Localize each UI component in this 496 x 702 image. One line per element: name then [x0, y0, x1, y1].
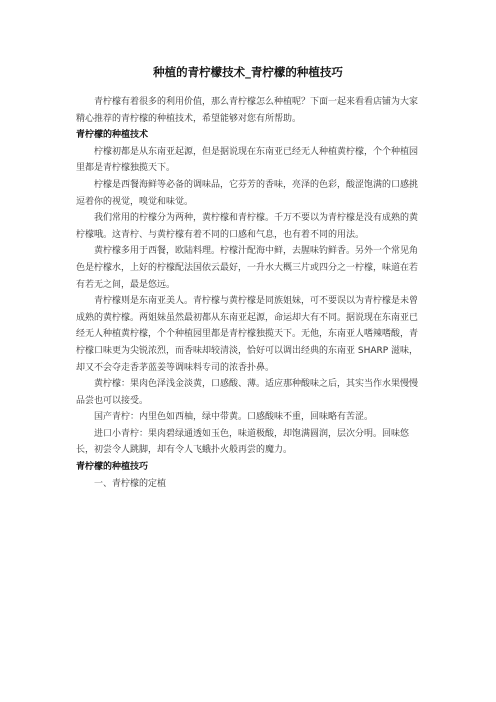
- paragraph-green-lemon-sea: 青柠檬则是东南亚美人。青柠檬与黄柠檬是同族姐妹，可不要误以为青柠檬是未曾成熟的黄柠檬。两姐妹虽然最初都从东南亚起源，命运却大有不同。据说现在东南亚已经无人种植黄柠檬，个个种植园里都是青柠檬独揽天下。无他，东南亚人嗜辣嗜酸，青柠檬口味更为尖锐浓烈，而香味却较清淡，恰好可以调出经典的东南亚 SHARP 滋味，却又不会夺走香茅蓝姜等调味料专司的浓香扑鼻。: [76, 296, 419, 373]
- paragraph-domestic-lime: 国产青柠：内里色如西柚，绿中带黄。口感酸味不重，回味略有苦涩。: [94, 412, 374, 423]
- paragraph-origin: 柠檬初都是从东南亚起源，但是据说现在东南亚已经无人种植黄柠檬，个个种植园里都是青柠檬独揽天下。: [76, 146, 419, 174]
- section-heading-planting-technique: 青柠檬的种植技术: [76, 130, 149, 141]
- document-title: 种植的青柠檬技术_青柠檬的种植技巧: [153, 65, 343, 79]
- paragraph-imported-lime: 进口小青柠：果肉碧绿通透如玉色，味道极酸，却饱满圆润，层次分明。回味悠长，初尝令人跳脚，却有令人飞蛾扑火般再尝的魔力。: [76, 428, 410, 456]
- list-item-planting: 一、青柠檬的定植: [94, 478, 167, 489]
- paragraph-two-kinds: 我们常用的柠檬分为两种，黄柠檬和青柠檬。千万不要以为青柠檬是没有成熟的黄柠檬哦。这青柠、与黄柠檬有着不同的口感和气息，也有着不同的用法。: [76, 213, 419, 240]
- paragraph-yellow-lemon-taste: 黄柠檬：果肉色泽浅金淡黄，口感酸、薄。适应那种酸味之后，其实当作水果慢慢品尝也可以接受。: [76, 379, 419, 406]
- section-heading-planting-tips: 青柠檬的种植技巧: [76, 462, 149, 473]
- document-body: [76, 94, 421, 492]
- intro-paragraph: 青柠檬有着很多的利用价值，那么青柠檬怎么种植呢？下面一起来看看店铺为大家精心推荐的青柠檬的种植技术，希望能够对您有所帮助。: [76, 97, 419, 124]
- paragraph-yellow-lemon-use: 黄柠檬多用于西餐，欧陆料理。柠檬汁配海中鲜，去腥味钓鲜香。另外一个常见角色是柠檬水，上好的柠檬配法国依云最好，一升水大概三片或四分之一柠檬，味道在若有若无之间，最是悠远。: [76, 246, 419, 290]
- paragraph-seasoning: 柠檬是西餐海鲜等必备的调味品，它芬芳的香味，亮泽的色彩，酸涩饱满的口感挑逗着你的视觉，嗅觉和味觉。: [76, 179, 419, 207]
